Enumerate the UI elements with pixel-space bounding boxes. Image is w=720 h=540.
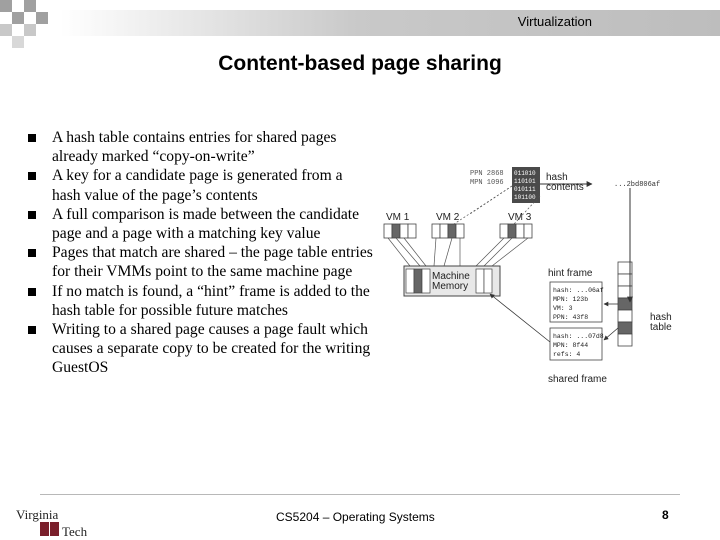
bullet-text: Writing to a shared page causes a page fault which causes a separate copy to be created for the writing GuestOS — [52, 321, 371, 377]
footer-course-name: CS5204 – Operating Systems — [276, 510, 435, 524]
logo-text-virginia: Virginia — [16, 507, 59, 522]
bullet-item — [28, 320, 373, 378]
shared-frame-row: hash: ...07d8 — [553, 333, 604, 340]
square-bullet-icon — [28, 172, 36, 180]
hash-contents-label: hash contents — [546, 172, 584, 193]
square-bullet-icon — [28, 326, 36, 334]
square-bullet-icon — [28, 288, 36, 296]
hint-frame-row: VM: 3 — [553, 305, 573, 312]
hint-frame-row: hash: ...06af — [553, 287, 604, 294]
slide-title: Content-based page sharing — [218, 52, 502, 75]
bullet-item — [28, 166, 373, 204]
page-number: 8 — [662, 508, 669, 522]
square-bullet-icon — [28, 211, 36, 219]
bullet-text: Pages that match are shared – the page table entries for their VMMs point to the same machine page — [52, 244, 373, 281]
vm3-pages — [500, 224, 532, 238]
header-bar — [60, 10, 720, 36]
bullet-text: If no match is found, a “hint” frame is added to the hash table for possible future matches — [52, 282, 370, 319]
hash-table-label: hash table — [650, 312, 672, 333]
hint-frame-label: hint frame — [548, 268, 593, 279]
square-bullet-icon — [28, 249, 36, 257]
bullet-list — [28, 128, 373, 378]
page-sharing-diagram — [380, 162, 680, 392]
contents-bits-0: 011010 — [514, 170, 536, 177]
mpn-label: MPN 1096 — [470, 179, 504, 187]
corner-checker-decoration — [0, 0, 60, 48]
bullet-text: A key for a candidate page is generated from a hash value of the page’s contents — [52, 167, 343, 204]
vm2-pages — [432, 224, 464, 238]
vm-to-memory-lines — [388, 238, 528, 266]
vm1-pages — [384, 224, 416, 238]
contents-bits-3: 101100 — [514, 194, 536, 201]
bullet-item — [28, 205, 373, 243]
footer-divider — [40, 494, 680, 495]
header-title: Virtualization — [517, 14, 592, 29]
logo-text-tech: Tech — [62, 524, 88, 539]
virginia-tech-logo — [14, 505, 104, 539]
shared-frame-row: MPN: 8f44 — [553, 342, 589, 349]
bullet-item — [28, 128, 373, 166]
bullet-text: A hash table contains entries for shared pages already marked “copy-on-write” — [52, 129, 337, 166]
bullet-item — [28, 243, 373, 281]
machine-memory-label: Machine Memory — [432, 271, 470, 292]
contents-bits-1: 110101 — [514, 178, 536, 185]
bullet-item — [28, 282, 373, 320]
contents-bits-2: 010111 — [514, 186, 536, 193]
ppn-label: PPN 2868 — [470, 170, 504, 178]
vm3-label: VM 3 — [508, 212, 532, 223]
bullet-text: A full comparison is made between the candidate page and a page with a matching key value — [52, 205, 360, 243]
hint-frame-row: PPN: 43f8 — [553, 314, 589, 321]
hint-frame-row: MPN: 123b — [553, 296, 589, 303]
vm2-label: VM 2 — [436, 212, 460, 223]
hash-value: ...2bd806af — [614, 181, 661, 189]
square-bullet-icon — [28, 134, 36, 142]
vm1-label: VM 1 — [386, 212, 410, 223]
shared-frame-row: refs: 4 — [553, 351, 581, 358]
shared-frame-label: shared frame — [548, 374, 607, 385]
